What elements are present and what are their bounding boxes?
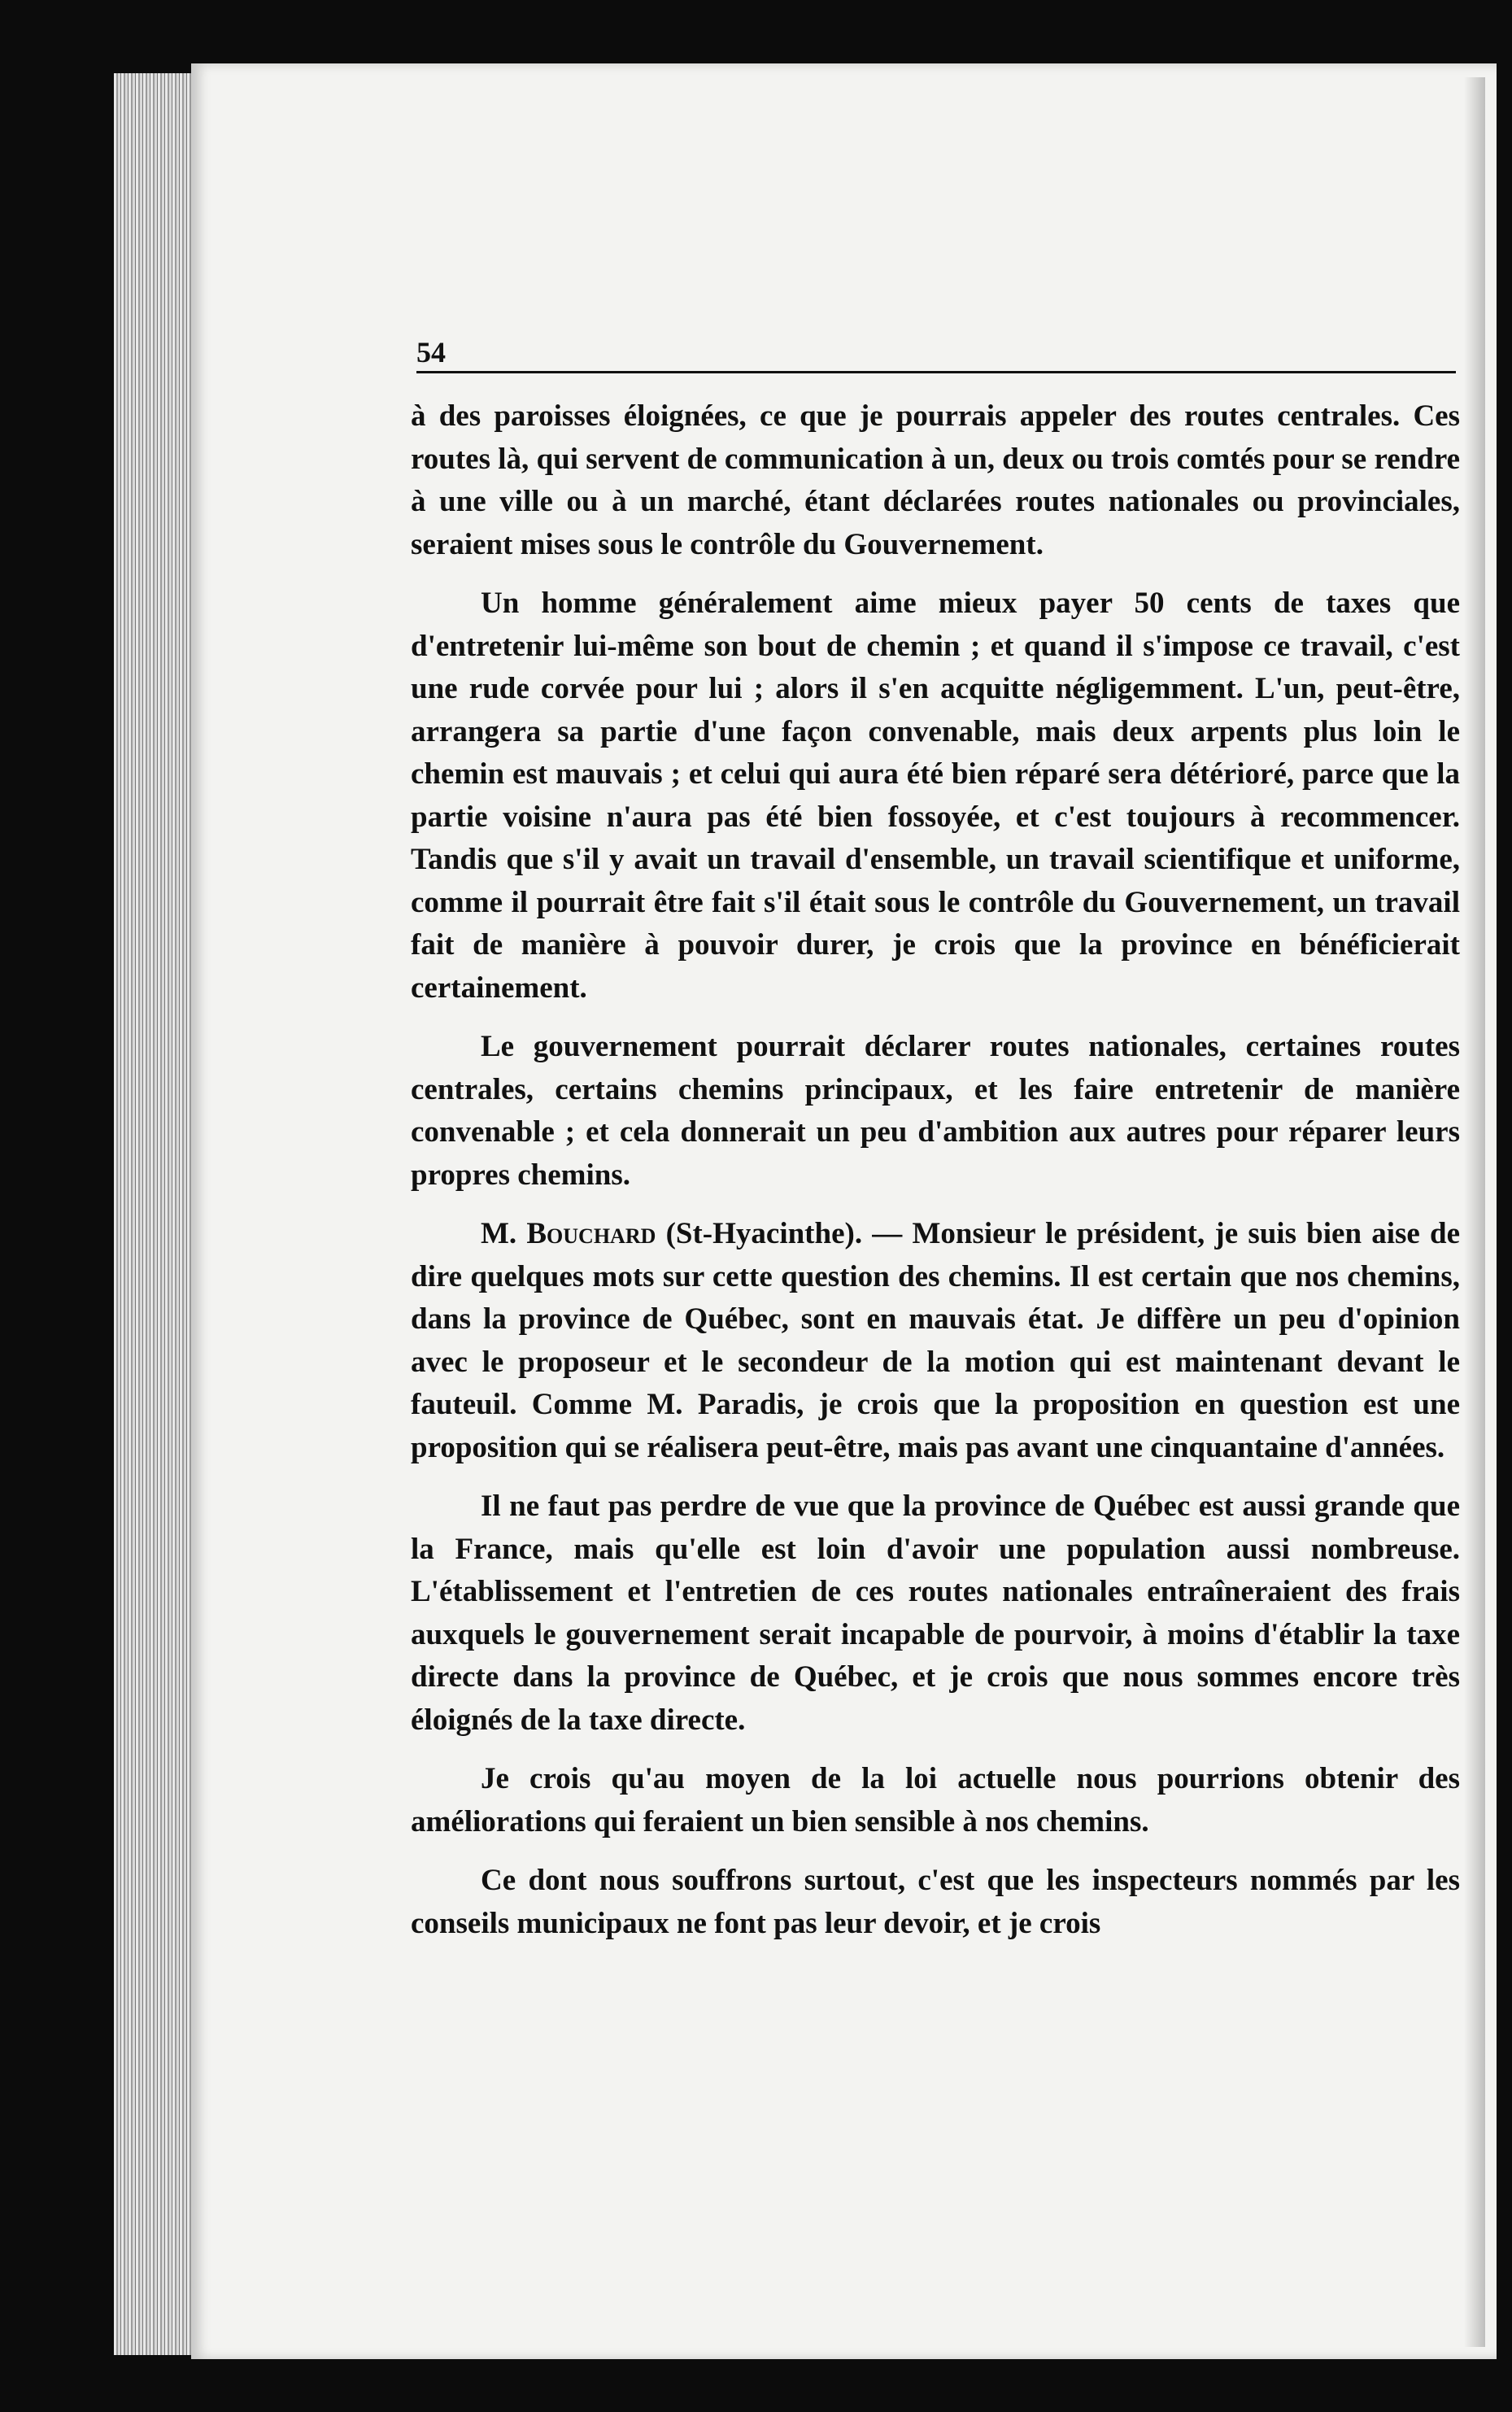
paragraph-6: Je crois qu'au moyen de la loi actuelle nous pourrions obtenir des améliorations qui feraient un bien sensible à nos chemins.: [411, 1762, 1460, 1838]
paragraph-5: Il ne faut pas perdre de vue que la province de Québec est aussi grande que la France, mais qu'elle est loin d'avoir une population aussi nombreuse. L'établissement et l'entretien de ces routes nationales entraîneraient des frais auxquels le gouvernement serait incapable de pourvoir, à moins d'établir la taxe directe dans la province de Québec, et je crois que nous sommes encore très éloignés de la taxe directe.: [411, 1490, 1460, 1737]
paragraph-7: Ce dont nous souffrons surtout, c'est que les inspecteurs nommés par les conseils municipaux ne font pas leur devoir, et je crois: [411, 1864, 1460, 1940]
speech-text: (St-Hyacinthe). — Monsieur le président, je suis bien aise de dire quelques mots sur cette question des chemins. Il est certain que nos chemins, dans la province de Québec, sont en mauvais état. Je diffère un peu d'opinion avec le proposeur et le secondeur de la motion qui est maintenant devant le fauteuil. Comme M. Paradis, je crois que la proposition en question est une proposition qui se réalisera peut-être, mais pas avant une cinquantaine d'années.: [411, 1217, 1460, 1464]
page-edge-stack: [114, 73, 203, 2355]
paragraph-1: à des paroisses éloignées, ce que je pourrais appeler des routes centrales. Ces routes là, qui servent de communication à un, deux ou trois comtés pour se rendre à une ville ou à un marché, étant déclarées routes nationales ou provinciales, seraient mises sous le contrôle du Gouvernement.: [411, 399, 1460, 561]
speaker-title: M.: [481, 1217, 517, 1250]
paragraph-3: Le gouvernement pourrait déclarer routes nationales, certaines routes centrales, certains chemins principaux, et les faire entretenir de manière convenable ; et cela donnerait un peu d'ambition aux autres pour réparer leurs propres chemins.: [411, 1030, 1460, 1192]
paragraph-4: [411, 1213, 1460, 1469]
body-text: [411, 395, 1460, 1961]
speaker-name: Bouchard: [526, 1217, 656, 1250]
page-header: [416, 334, 1456, 373]
page-shadow: [1464, 77, 1485, 2347]
paragraph-2: Un homme généralement aime mieux payer 50 cents de taxes que d'entretenir lui-même son bout de chemin ; et quand il s'impose ce travail, c'est une rude corvée pour lui ; alors il s'en acquitte négligemment. L'un, peut-être, arrangera sa partie d'une façon convenable, mais deux arpents plus loin le chemin est mauvais ; et celui qui aura été bien réparé sera détérioré, parce que la partie voisine n'aura pas été bien fossoyée, et c'est toujours à recommencer. Tandis que s'il y avait un travail d'ensemble, un travail scientifique et uniforme, comme il pourrait être fait s'il était sous le contrôle du Gouvernement, un travail fait de manière à pouvoir durer, je crois que la province en bénéficierait certainement.: [411, 587, 1460, 1005]
page-number: 54: [416, 336, 446, 369]
